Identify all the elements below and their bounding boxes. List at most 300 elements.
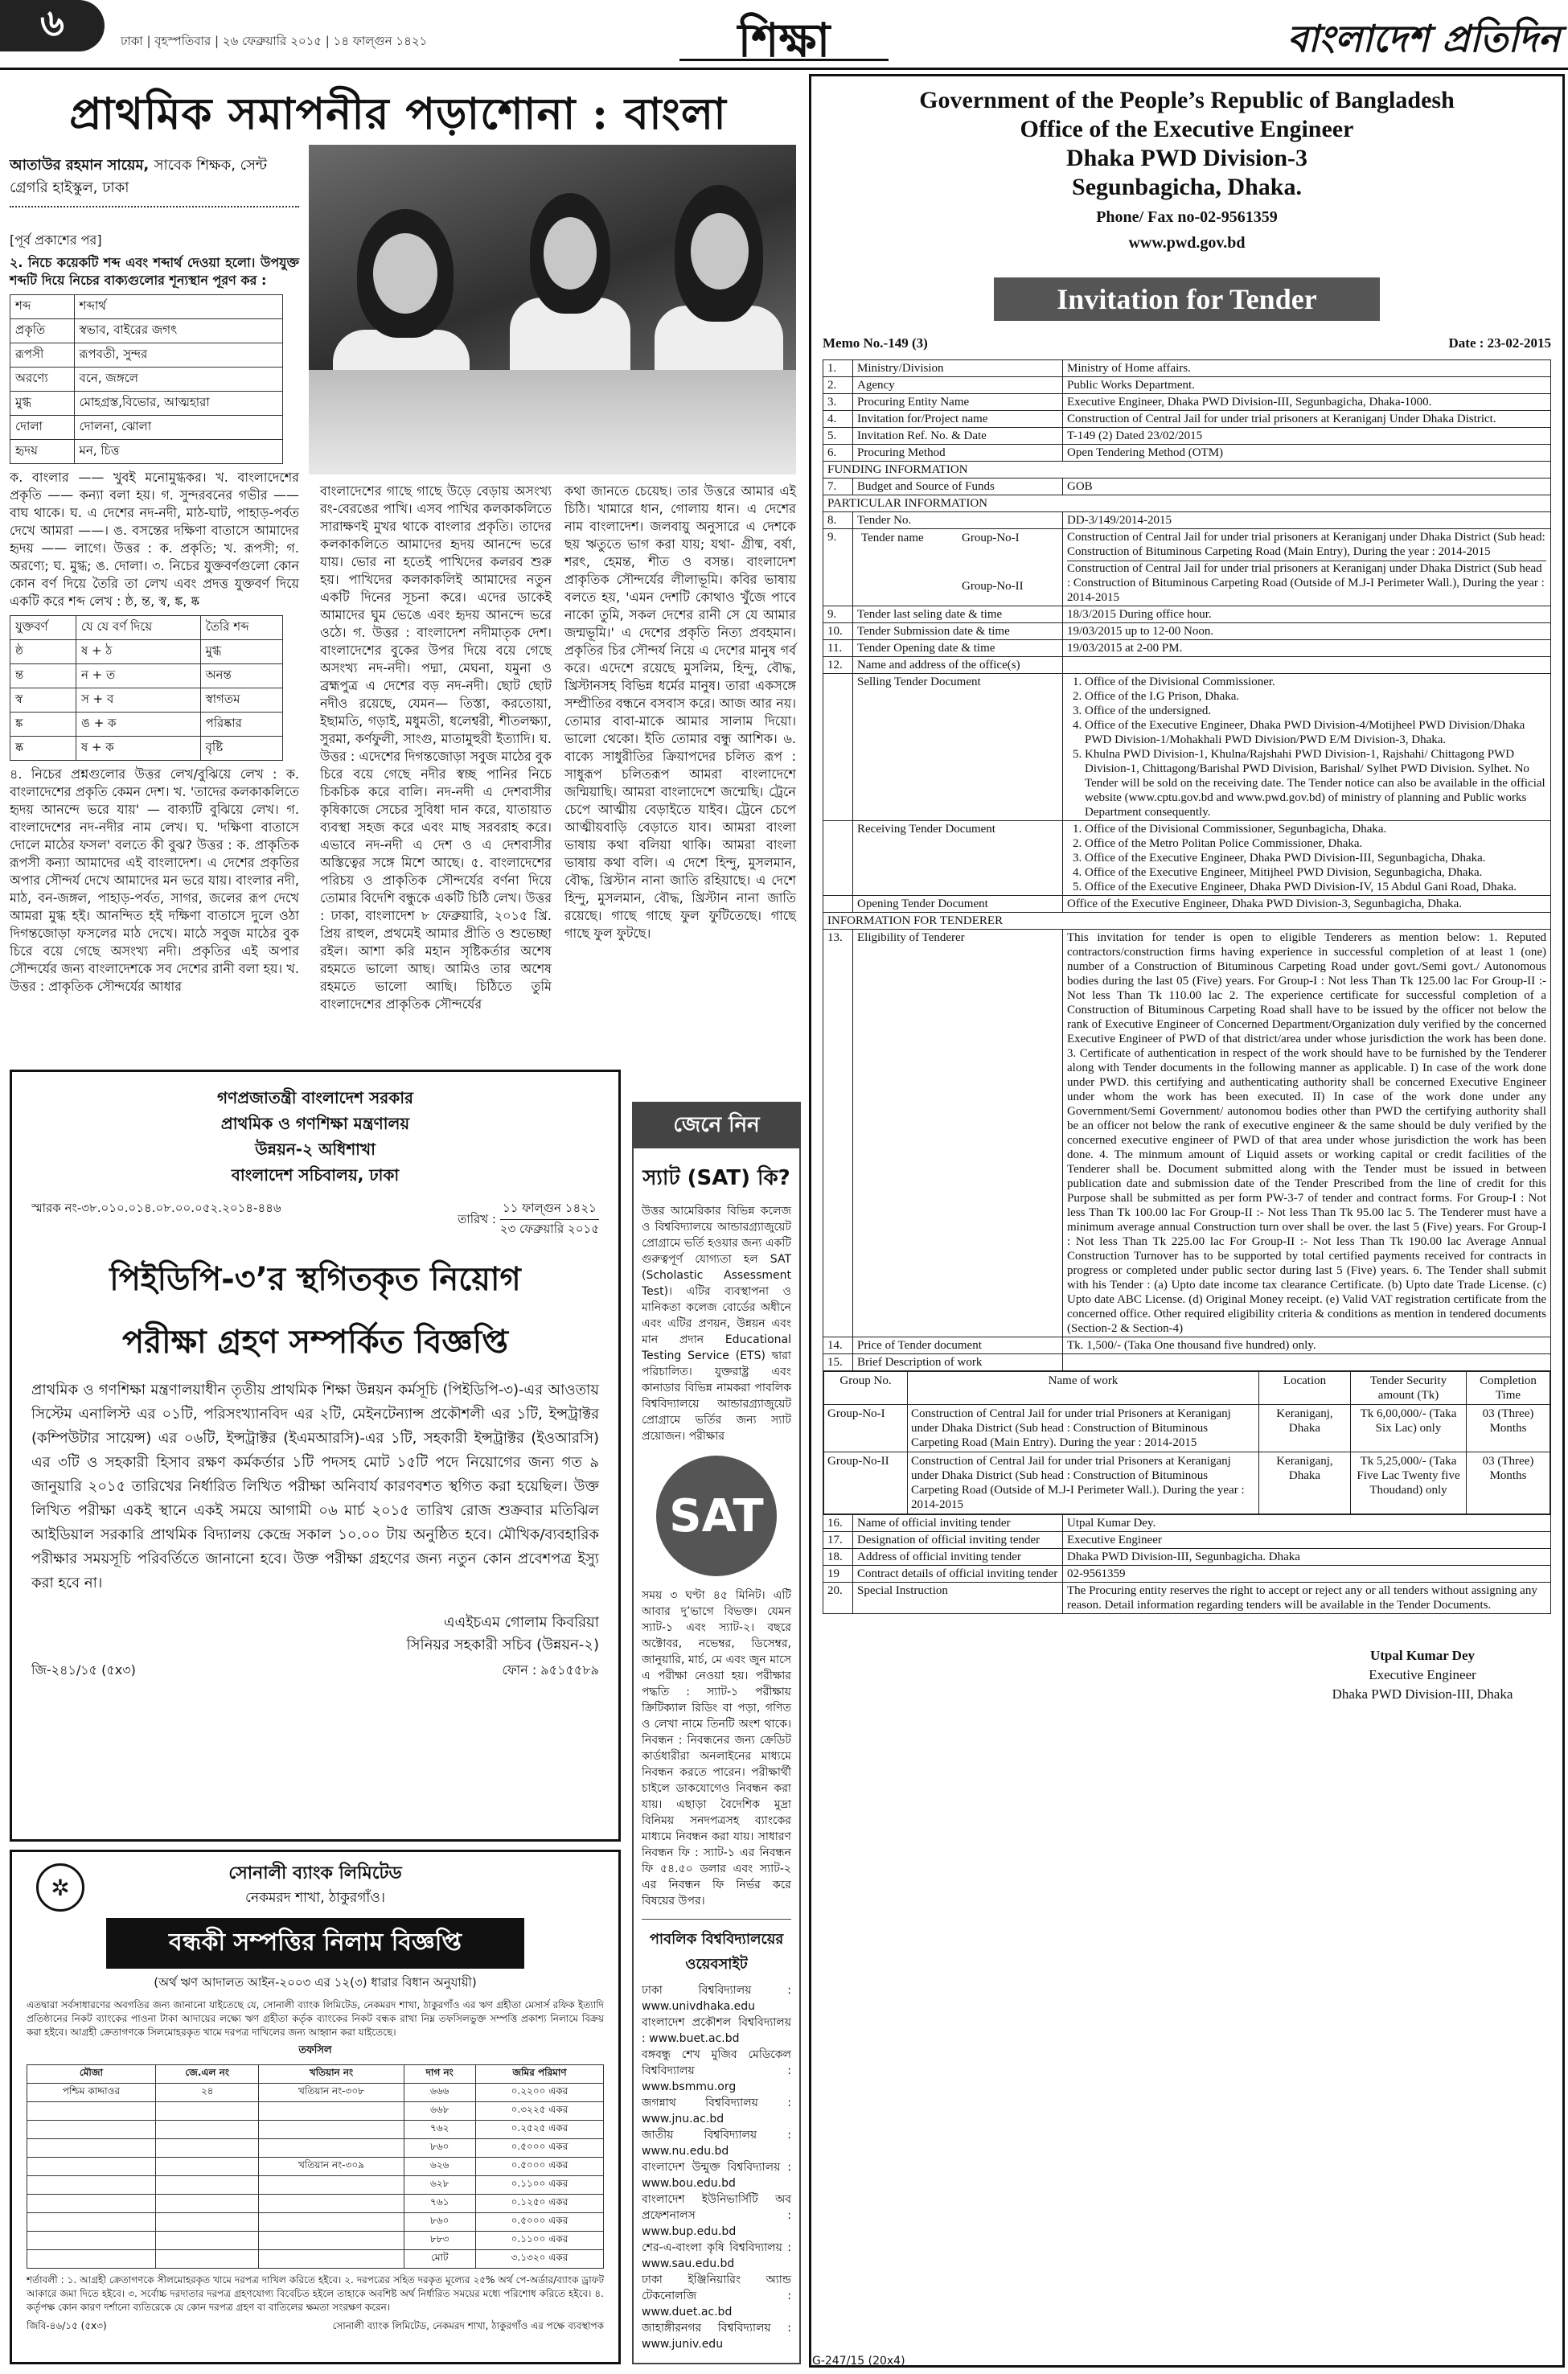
conjunct-table-row [10, 688, 283, 713]
word-table-row [10, 319, 283, 343]
word-table-cell: দোলা [10, 416, 75, 440]
schedule-cell [259, 2102, 404, 2121]
office-list-item: 5. Office of the Executive Engineer, Dhaka PWD Division-IV, 15 Abdul Gani Road, Dhaka. [1085, 880, 1546, 894]
work-cell: Keraniganj, Dhaka [1259, 1452, 1351, 1514]
tender-row-number: 5. [823, 428, 853, 445]
notice-signature [31, 1612, 599, 1657]
tender-row-number: 4. [823, 411, 853, 428]
university-link[interactable]: জাহাঙ্গীরনগর বিশ্ববিদ্যালয় : www.juniv.edu [642, 2322, 791, 2351]
funding-section-label [823, 462, 1551, 478]
office-list-item: 1. Office of the Divisional Commissioner. [1085, 675, 1546, 689]
tender-row-label: Budget and Source of Funds [853, 478, 1063, 495]
schedule-cell: ০.১১০০ একর [475, 2176, 603, 2195]
schedule-row [27, 2158, 604, 2176]
university-link[interactable]: বঙ্গবন্ধু শেখ মুজিব মেডিকেল বিশ্ববিদ্যালয় : www.bsmmu.org [642, 2048, 791, 2093]
tender-row-value: Utpal Kumar Dey. [1063, 1515, 1551, 1532]
conjunct-table-cell: পরিষ্কার [200, 713, 282, 737]
schedule-cell: ৭৬১ [404, 2195, 475, 2213]
tender-row-number: 20. [823, 1583, 853, 1614]
dateline: ঢাকা | বৃহস্পতিবার | ২৬ ফেব্রুয়ারি ২০১৫ | ১৪ ফাল্গুন ১৪২১ [121, 34, 428, 48]
conjunct-table-row [10, 664, 283, 688]
tender-row-value: 18/3/2015 During office hour. [1063, 606, 1551, 623]
tender-row [823, 1515, 1551, 1532]
schedule-cell [259, 2232, 404, 2250]
schedule-title: তফসিল [298, 2044, 332, 2056]
word-meaning-table [10, 294, 283, 464]
tender-row-value: 19/03/2015 up to 12-00 Noon. [1063, 623, 1551, 640]
office-list-item: 1. Office of the Divisional Commissioner, Segunbagicha, Dhaka. [1085, 822, 1546, 836]
tender-row [823, 360, 1551, 377]
signer-role: সিনিয়র সহকারী সচিব (উন্নয়ন-২) [406, 1637, 599, 1653]
word-table-cell: মোহগ্রস্ত,বিভোর, আত্মহারা [74, 392, 282, 416]
schedule-cell [27, 2158, 156, 2176]
word-table-cell: দোলনা, ঝোলা [74, 416, 282, 440]
tender-row [823, 478, 1551, 495]
schedule-cell [27, 2250, 156, 2269]
university-link[interactable]: শের-এ-বাংলা কৃষি বিশ্ববিদ্যালয় : www.sau.edu.bd [642, 2241, 791, 2270]
tender-row-value: Dhaka PWD Division-III, Segunbagicha. Dhaka [1063, 1549, 1551, 1566]
schedule-cell: মোট [404, 2250, 475, 2269]
group-2-label: Group-No-II [962, 580, 1024, 593]
tender-row-number: 12. [823, 657, 853, 674]
newspaper-logo: বাংলাদেশ প্রতিদিন [1287, 17, 1560, 60]
tender-row-label: Invitation Ref. No. & Date [853, 428, 1063, 445]
eligibility-text: This invitation for tender is open to eligible Tenderers as mention below: 1. Reputed contractors/construction firms having experience in successful completion of at least 1 (one) number of a Construction of Bituminous Carpeting Road under govt./Semi govt./ Autonomous bodies during the last 05 (Five) years. For Group-I : Not less Than Tk 125.00 lac For Group-II :- Not less Than Tk 110.00 lac 2. The experience certificate for successful completion of a Construction of Bituminous Carpeting Road shall have to be issued by the officer not below the rank of Executive Engineer of Concerned Department/Organization duly verified by the concerned Executive Engineer of PWD of that district/area under whose jurisdiction the work has been done. 3. Certificate of authentication in respect of the work should have to be furnished by the Tenderer along with Tender documents in the following manner as applicable. I) In case of the work done under PWD. this certifying and authenticating authority shall be concerned Executive Engineer under whom the work has been executed. II) In case of the work done under any Government/Semi Government/ autonomou bodies other than PWD the certifying authority shall be an officer not below the rank of executive engineer & the same should be duly verified by the concerned executive engineer of PWD of that area under whose jurisdiction the work has been done. 4. The minmum amount of Liquid assets or working capital or credit facilities of the Tenderer shall be. Document submitted along with the Tender must be issued in between publication date and submission date of the Tender Prescribed from the line of credit for this Purpose shall be submitted as per form PW-3-7 of tender and contract forms. For Group-I : Not less Than Tk 100.00 lac For Group-II :- Not less Than Tk 95.00 lac 5. The Tenderer must have a minimum average annual Construction turn over shall be over. the last 5 (Five) years. For Group-I : Not less Than Tk 225.00 lac For Group-II :- Not less Than Tk 190.00 lac Average Annual Construction Turnover has to be supported by total certified payments received for contracts in progress or completed under public sector during last 5 (Five) years. 6. The Tender shall submit with his Tender : (a) Upto date income tax clearance Certificate. (b) Upto date Trade License. (c) Upto date ABC License. (d) Original Money receipt. (e) Valid VAT registration certificate from the concerned office. Other required eligibility criteria & conditions as mention in tendered documents (Section-2 & Section-4) [1063, 930, 1551, 1337]
tender-row-number: 6. [823, 445, 853, 462]
work-cell: Group-No-I [824, 1405, 908, 1452]
office-list-item: 5. Khulna PWD Division-1, Khulna/Rajshahi PWD Division-1, Rajshahi/ Chittagong PWD Division-1, Chittagong/Barishal PWD Division, Barishal/ Sylhet PWD Division. Sylhet. No Tender will be sold on the receiving date. The Tender notice can also be available in the official website (www.cptu.gov.bd and www.pwd.gov.bd) of ministry of planning and Public works Department consequently. [1085, 747, 1546, 819]
conjunct-table-cell: ষ + ঠ [76, 640, 200, 664]
tender-memo-line [823, 335, 1551, 351]
bank-auction-notice [10, 1850, 621, 2364]
info-section-label: INFORMATION FOR TENDERER [823, 913, 1551, 930]
sat-question: স্যাট (SAT) কি? [642, 1166, 790, 1190]
conjunct-table-cell: স্ব [10, 688, 76, 713]
tender-row-label: Address of official inviting tender [853, 1549, 1063, 1566]
schedule-cell: ০.৩২২৫ একর [475, 2102, 603, 2121]
page-number: ৬ [0, 0, 105, 51]
students-writing-photo [309, 145, 796, 474]
word-table-row [10, 368, 283, 392]
tender-row-value: Open Tendering Method (OTM) [1063, 445, 1551, 462]
schedule-cell: ৭৬২ [404, 2121, 475, 2139]
conjunct-table-cell: ষ্ক [10, 737, 76, 761]
schedule-cell: ০.৫০০০ একর [475, 2158, 603, 2176]
university-link[interactable]: বাংলাদেশ প্রকৌশল বিশ্ববিদ্যালয় : www.buet.ac.bd [642, 2016, 791, 2045]
work-table-row [823, 1371, 1551, 1515]
tender-gov: Government of the People’s Republic of Bangladesh [919, 87, 1455, 113]
tender-row-label: Tender Opening date & time [853, 640, 1063, 657]
schedule-cell: ৬৬৬ [404, 2084, 475, 2102]
tender-row-value: GOB [1063, 478, 1551, 495]
receiving-offices-row [823, 821, 1551, 896]
group-1-description: Construction of Central Jail for under trial prisoners at Keraniganj under Dhaka District (Sub head: Construction of Bituminous Carpeting Road (Main Entry), During the year : 2014-2015 [1067, 530, 1546, 561]
schedule-row [27, 2213, 604, 2232]
work-table-header-cell: Completion Time [1467, 1372, 1550, 1405]
tender-row [823, 657, 1551, 674]
tender-row-number: 18. [823, 1549, 853, 1566]
notice-title-1: পিইডিপি-৩’র স্থগিতকৃত নিয়োগ [109, 1261, 521, 1298]
word-table-row [10, 392, 283, 416]
tender-row-value: Ministry of Home affairs. [1063, 360, 1551, 377]
tender-memo: Memo No.-149 (3) [823, 335, 928, 351]
conjunct-table-row [10, 640, 283, 664]
work-cell: Tk 6,00,000/- (Taka Six Lac) only [1351, 1405, 1467, 1452]
schedule-cell: ০.৫০০০ একর [475, 2139, 603, 2158]
article-column-2: বাংলাদেশের গাছে গাছে উড়ে বেড়ায় অসংখ্য রং-বেরঙের পাখি। এসব পাখির কলকাকলিতে সারাক্ষণই মুখর থাকে বাংলার প্রকৃতি। তাদের কলকাকলিতে আমাদের হৃদয় আনন্দে ভরে যায়। ভোর না হতেই পাখিদের কলরব শুরু হয়। পাখিদের কলকাকলিই আমাদের নতুন একটি দিনের সূচনা করে। এদের ডাকেই আমাদের ঘুম ভেঙে এবং হৃদয় আনন্দে ভরে ওঠে। গ. উত্তর : বাংলাদেশ নদীমাতৃক দেশ। বাংলাদেশের বুকের উপর দিয়ে বয়ে গেছে অসংখ্য নদ-নদী। পদ্মা, মেঘনা, যমুনা ও ব্রহ্মপুত্র এ দেশের বড় নদ-নদী। ছোট ছোট নদীও রয়েছে, যেমন— তিস্তা, করতোয়া, ইছামতি, গড়াই, মধুমতী, ধলেশ্বরী, শীতলক্ষ্যা, সুরমা, কর্ণফুলী, সাংগু, মাতামুহুরী ইত্যাদি। ঘ. উত্তর : এদেশের দিগন্তজোড়া সবুজ মাঠের বুক চিরে বয়ে গেছে নদীর স্বচ্ছ পানির নিচে চিকচিক করে বালি। নদ-নদী এ দেশবাসীর কৃষিকাজে সেচের সুবিধা দান করে, যাতায়াত ব্যবস্থা সহজ করে এবং মাছ সরবরাহ করে। এভাবে নদ-নদী এ দেশ ও এ দেশবাসীর অস্তিত্বের সঙ্গে মিশে আছে। ৫. বাংলাদেশের পরিচয় ও প্রাকৃতিক সৌন্দর্যের বর্ণনা দিয়ে তোমার বিদেশি বন্ধুকে একটি চিঠি লেখ। উত্তর : ঢাকা, বাংলাদেশ ৮ ফেব্রুয়ারি, ২০১৫ খ্রি. প্রিয় রাহুল, প্রথমেই আমার প্রীতি ও শুভেচ্ছা রইল। আশা করি মহান সৃষ্টিকর্তার অশেষ রহমতে ভালো আছ। আমিও তার অশেষ রহমতে ভালো আছি। চিঠিতে তুমি বাংলাদেশের প্রাকৃতিক সৌন্দর্যের [320, 483, 552, 1012]
schedule-cell [155, 2121, 259, 2139]
tender-row-label: Procuring Entity Name [853, 394, 1063, 411]
bank-name: সোনালী ব্যাংক লিমিটেড [228, 1863, 402, 1883]
gov-line-1: গণপ্রজাতন্ত্রী বাংলাদেশ সরকার [217, 1088, 413, 1107]
word-table-cell: রূপবতী, সুন্দর [74, 343, 282, 368]
tender-name-label: Tender name [861, 532, 924, 544]
tender-place: Segunbagicha, Dhaka. [1072, 174, 1302, 200]
schedule-cell [27, 2213, 156, 2232]
tender-row-number: 11. [823, 640, 853, 657]
tender-row-number [823, 821, 853, 896]
word-table-cell: অরণ্যে [10, 368, 75, 392]
schedule-row [27, 2195, 604, 2213]
schedule-cell [259, 2176, 404, 2195]
conjunct-table-row [10, 713, 283, 737]
word-table-cell: প্রকৃতি [10, 319, 75, 343]
schedule-cell: খতিয়ান নং-৩০৮ [259, 2084, 404, 2102]
work-cell: Group-No-II [824, 1452, 908, 1514]
tender-row [823, 1337, 1551, 1354]
university-link[interactable]: জাতীয় বিশ্ববিদ্যালয় : www.nu.edu.bd [642, 2129, 791, 2158]
schedule-row [27, 2176, 604, 2195]
selling-offices-row [823, 674, 1551, 821]
work-cell: Tk 5,25,000/- (Taka Five Lac Twenty five Thoudand) only [1351, 1452, 1467, 1514]
notice-footer [31, 1660, 599, 1682]
conjunct-table-header: যুক্তবর্ণ [10, 616, 76, 640]
schedule-cell: ৬৬৮ [404, 2102, 475, 2121]
schedule-cell: খতিয়ান নং-৩০৯ [259, 2158, 404, 2176]
info-section-label [823, 913, 1551, 930]
conjunct-table-row [10, 737, 283, 761]
tender-row-value: 19/03/2015 at 2-00 PM. [1063, 640, 1551, 657]
word-table-cell: মন, চিত্ত [74, 440, 282, 464]
tender-row-label: Name and address of the office(s) [853, 657, 1063, 674]
word-table-row [10, 416, 283, 440]
schedule-header: মৌজা [27, 2065, 156, 2084]
auction-subtitle: (অর্থ ঋণ আদালত আইন-২০০৩ এর ১২(৩) ধারার বিধান অনুযায়ী) [154, 1975, 477, 1990]
work-description-cell [823, 1371, 1551, 1515]
schedule-cell: পশ্চিম কাদ্দাওর [27, 2084, 156, 2102]
memo-date [458, 1199, 599, 1240]
sat-header: জেনে নিন [634, 1103, 799, 1148]
schedule-cell [27, 2195, 156, 2213]
tender-signer-office: Dhaka PWD Division-III, Dhaka [1332, 1686, 1513, 1702]
section-title: শিক্ষা [679, 5, 889, 61]
tender-row-number: 7. [823, 478, 853, 495]
tender-row-number [823, 674, 853, 821]
tender-row-number: 16. [823, 1515, 853, 1532]
tender-row-value: DD-3/149/2014-2015 [1063, 512, 1551, 529]
gov-line-3: উন্নয়ন-২ অধিশাখা [255, 1140, 376, 1159]
schedule-header: জে.এল নং [155, 2065, 259, 2084]
sat-info-sidebar [632, 1102, 801, 2364]
tender-row-value: Construction of Central Jail for under trial prisoners at Keraniganj Under Dhaka District. [1063, 411, 1551, 428]
schedule-row [27, 2139, 604, 2158]
tender-row-value [1063, 657, 1551, 674]
auction-title: বন্ধকী সম্পত্তির নিলাম বিজ্ঞপ্তি [106, 1918, 524, 1969]
office-list-item: 4. Office of the Executive Engineer, Dhaka PWD Division-4/Motijheel PWD Division/Dhaka PWD Division-1/Mohakhali PWD Division/PWD E/M Division-3, Dhaka. [1085, 718, 1546, 747]
conjunct-letter-table [10, 615, 283, 761]
conjunct-table-cell: ন্ত [10, 664, 76, 688]
office-list-item: 2. Office of the I.G Prison, Dhaka. [1085, 689, 1546, 704]
office-list-item: 3. Office of the undersigned. [1085, 704, 1546, 718]
notice-title-2: পরীক্ষা গ্রহণ সম্পর্কিত বিজ্ঞপ্তি [121, 1324, 509, 1361]
work-cell: Construction of Central Jail for under trial Prisoners at Keraniganj under Dhaka District (Sub head : Construction of Bituminous Carpeting Road (Main Entry). During the year : 2014-2015 [908, 1405, 1259, 1452]
sat-logo: SAT [656, 1456, 777, 1576]
schedule-cell: ৮৬০ [404, 2213, 475, 2232]
schedule-row [27, 2084, 604, 2102]
particular-section-label [823, 495, 1551, 512]
schedule-cell [259, 2121, 404, 2139]
tender-row-value: Executive Engineer, Dhaka PWD Division-III, Segunbagicha, Dhaka-1000. [1063, 394, 1551, 411]
tender-phone: Phone/ Fax no-02-9561359 [1096, 208, 1278, 226]
conjunct-table-cell: ষ্ঠ [10, 640, 76, 664]
tender-row [823, 1583, 1551, 1614]
tender-notice [809, 74, 1565, 2368]
conjunct-table-cell: বৃষ্টি [200, 737, 282, 761]
work-table-header [824, 1372, 1550, 1405]
tender-signer-title: Executive Engineer [1369, 1667, 1476, 1682]
article-text-2: ৪. নিচের প্রশ্নগুলোর উত্তর লেখ/বুঝিয়ে লেখ : ক. বাংলাদেশের প্রকৃতি কেমন দেশ। খ. 'তাদের কলকাকলিতে হৃদয় আনন্দে ভরে যায়' — বাক্যটি বুঝিয়ে লেখ। গ. বাংলাদেশের নদ-নদীর নাম লেখ। ঘ. 'দক্ষিণা বাতাসে দোলে মাঠের ফসল' বলতে কী বুঝ? উত্তর : ক. প্রাকৃতিক রূপসী কন্যা আমাদের এই বাংলাদেশ। এ দেশের প্রকৃতির অপার সৌন্দর্য দেখে আমাদের মন ভরে যায়। বাংলার নদী, মাঠ, বন-জঙ্গল, পাহাড়-পর্বত, সাগর, জলের রূপ দেখে আমরা মুগ্ধ হই। আনন্দিত হই দক্ষিণা বাতাসে দুলে ওঠা দিগন্তজোড়া ফসলের মাঠ দেখে। মাঠে সবুজ মাঠের বুক চিরে বয়ে গেছে অসংখ্য নদী। প্রকৃতির এই অপার সৌন্দর্যের জন্য বাংলাদেশকে সব দেশের রানী বলা হয়। খ. উত্তর : প্রাকৃতিক সৌন্দর্যের আধার [10, 766, 299, 994]
tender-row [823, 512, 1551, 529]
word-table-cell: রূপসী [10, 343, 75, 368]
schedule-cell [27, 2232, 156, 2250]
ad-code: G-247/15 (20x4) [812, 2355, 905, 2368]
eligibility-row [823, 930, 1551, 1337]
work-table-header-cell: Name of work [908, 1372, 1259, 1405]
work-table [823, 1371, 1550, 1514]
schedule-cell: ০.১২৫০ একর [475, 2195, 603, 2213]
conjunct-table-cell: স্বাগতম [200, 688, 282, 713]
particular-section-label: PARTICULAR INFORMATION [823, 495, 1551, 512]
tender-row-label: Tender last seling date & time [853, 606, 1063, 623]
tender-name-row [823, 529, 1551, 606]
recruitment-exam-notice [10, 1070, 621, 1842]
tender-signer-name: Utpal Kumar Dey [1369, 1648, 1475, 1663]
schedule-cell [155, 2232, 259, 2250]
tender-division: Dhaka PWD Division-3 [1065, 145, 1308, 171]
schedule-cell: ৮৬০ [404, 2139, 475, 2158]
schedule-cell [27, 2176, 156, 2195]
office-list-item: 4. Office of the Executive Engineer, Mitijheel PWD Division, Segunbagicha, Dhaka. [1085, 865, 1546, 880]
tender-row-number: 19 [823, 1566, 853, 1583]
gov-line-2: প্রাথমিক ও গণশিক্ষা মন্ত্রণালয় [220, 1114, 410, 1133]
tender-row [823, 606, 1551, 623]
work-row [824, 1405, 1550, 1452]
word-table-row [10, 343, 283, 368]
schedule-cell [155, 2213, 259, 2232]
office-list [1063, 821, 1551, 896]
tender-website: www.pwd.gov.bd [1128, 234, 1246, 252]
notice-body: প্রাথমিক ও গণশিক্ষা মন্ত্রণালয়াধীন তৃতীয় প্রাথমিক শিক্ষা উন্নয়ন কর্মসূচি (পিইডিপি-৩)-এর আওতায় সিস্টেম এনালিস্ট এর ০১টি, পরিসংখ্যানবিদ এর ২টি, মেইনটেন্যান্স প্রকৌশলী এর ১টি, ইন্সট্রাক্টর (কম্পিউটার সায়েন্স) এর ০৬টি, ইন্সট্রাক্টর (ইএমআরসি)-এর ১টি, সহকারী ইন্সট্রাক্টর (ইওআরসি) এর ৩টি ও সহকারী হিসাব রক্ষণ কর্মকর্তার ১টি পদসহ মোট ১৫টি পদে নিয়োগের জন্য গত ৯ জানুয়ারি ২০১৫ তারিখের নির্ধারিত লিখিত পরীক্ষা অনিবার্য কারণবশত স্থগিত করা হয়েছিল। উক্ত লিখিত পরীক্ষা একই স্থানে একই সময়ে আগামী ০৬ মার্চ ২০১৫ তারিখ রোজ শুক্রবার মতিঝিল আইডিয়াল সরকারি প্রাথমিক বিদ্যালয় কেন্দ্রে সকাল ১০.০০ টায় অনুষ্ঠিত হবে। মৌখিক/ব্যবহারিক পরীক্ষার সময়সূচি পরিবর্তিতে জানানো হবে। উক্ত পরীক্ষা গ্রহণের জন্য নতুন কোন প্রবেশপত্র ইস্যু করা হবে না। [31, 1382, 599, 1592]
bank-branch: নেকমরদ শাখা, ঠাকুরগাঁও। [245, 1890, 385, 1906]
tender-row-number [823, 896, 853, 913]
byline-divider [10, 206, 299, 207]
conjunct-table-cell: স + ব [76, 688, 200, 713]
tender-row [823, 394, 1551, 411]
tender-row-value: The Procuring entity reserves the right to accept or reject any or all tenders without assigning any reason. Detail information regarding tenders will be available in the Tender Documents. [1063, 1583, 1551, 1614]
word-table-cell: স্বভাব, বাইরের জগৎ [74, 319, 282, 343]
tender-row-label: Invitation for/Project name [853, 411, 1063, 428]
word-table-cell: বনে, জঙ্গলে [74, 368, 282, 392]
opening-office-row [823, 896, 1551, 913]
tender-row-number: 1. [823, 360, 853, 377]
conjunct-table-cell: ন + ত [76, 664, 200, 688]
schedule-cell: ৬২৬ [404, 2158, 475, 2176]
question-2: ২. নিচে কয়েকটি শব্দ এবং শব্দার্থ দেওয়া হলো। উপযুক্ত শব্দটি দিয়ে নিচের বাক্যগুলোর শূন্যস্থান পূরণ কর : [10, 255, 299, 288]
schedule-cell: ৩.১৩২০ একর [475, 2250, 603, 2269]
schedule-cell: ৬২৮ [404, 2176, 475, 2195]
notice-phone: ফোন : ৯৫১৫৫৮৯ [502, 1662, 599, 1678]
tender-row-number: 2. [823, 377, 853, 394]
date-label: তারিখ : [458, 1212, 496, 1226]
tender-row [823, 1549, 1551, 1566]
tender-row-number: 17. [823, 1532, 853, 1549]
tender-signature [823, 1646, 1551, 1704]
work-cell: Keraniganj, Dhaka [1259, 1405, 1351, 1452]
author-name: আতাউর রহমান সায়েম, [10, 157, 150, 174]
invitation-banner: Invitation for Tender [994, 277, 1380, 321]
tender-date: Date : 23-02-2015 [1448, 335, 1551, 351]
schedule-cell [259, 2139, 404, 2158]
work-table-header-cell: Group No. [824, 1372, 908, 1405]
schedule-cell [155, 2102, 259, 2121]
auction-text: এতদ্বারা সর্বসাধারণের অবগতির জন্য জানানো যাইতেছে যে, সোনালী ব্যাংক লিমিটেড, নেকমরদ শাখা, ঠাকুরগাঁও এর ঋণ গ্রহীতা মেসার্স রফিক ইত্যাদি প্রতিষ্ঠানের নিকট ব্যাংকের পাওনা টাকা আদায়ের লক্ষ্যে ঋণ গ্রহীতা কর্তৃক ব্যাংকের নিকট বন্ধক রাখা নিম্ন তফসিলভুক্ত সম্পত্তি প্রকাশ্য নিলামে বিক্রয় করা হইবে। আগ্রহী ক্রেতাগণকে সিলমোহরকৃত খামে দরপত্র দাখিলের জন্য আহ্বান করা যাইতেছে। [27, 1999, 604, 2038]
tender-name-values [1063, 529, 1551, 606]
bank-sign: সোনালী ব্যাংক লিমিটেড, নেকমরদ শাখা, ঠাকুরগাঁও এর পক্ষে ব্যবস্থাপক [332, 2320, 604, 2331]
tender-row [823, 623, 1551, 640]
word-table-header: শব্দার্থ [74, 295, 282, 319]
byline [10, 154, 299, 199]
schedule-row [27, 2121, 604, 2139]
schedule-header: খতিয়ান নং [259, 2065, 404, 2084]
schedule-cell [27, 2139, 156, 2158]
tender-row-number: 9. [823, 606, 853, 623]
schedule-cell [155, 2250, 259, 2269]
tender-row-value [1063, 1354, 1551, 1371]
group-1-label: Group-No-I [962, 532, 1020, 544]
date-bengali: ১১ ফাল্গুন ১৪২১ [500, 1199, 599, 1220]
tender-row-label: Name of official inviting tender [853, 1515, 1063, 1532]
bank-ref: জিবি-৪৬/১৫ (৫x৩) [27, 2320, 107, 2331]
word-table-header: শব্দ [10, 295, 75, 319]
tender-row-value: Tk. 1,500/- (Taka One thousand five hundred) only. [1063, 1337, 1551, 1354]
conjunct-table-cell: ঙ্ক [10, 713, 76, 737]
article-column-1 [10, 232, 299, 996]
auction-terms: শর্তাবলী : ১. আগ্রহী ক্রেতাগণকে সীলমোহরকৃত খামে দরপত্র দাখিল করিতে হইবে। ২. দরপত্রের সহিত দরকৃত মূল্যের ২৫% অর্থ পে-অর্ডার/ব্যাংক ড্রাফট আকারে জমা দিতে হইবে। ৩. সর্বোচ্চ দরদাতার দরপত্র গ্রহণযোগ্য বিবেচিত হইলে তাহাকে অবশিষ্ট অর্থ নির্ধারিত সময়ের মধ্যে পরিশোধ করিতে হইবে। ৪. কর্তৃপক্ষ কোন কারণ দর্শানো ব্যতিরেকে যে কোন দরপত্র গ্রহণ বা বাতিলের ক্ষমতা সংরক্ষণ করেন। [27, 2274, 604, 2313]
schedule-cell [27, 2121, 156, 2139]
schedule-cell [155, 2139, 259, 2158]
memo-number: স্মারক নং-৩৮.০১০.০১৪.০৮.০০.০৫২.২০১৪-৪৪৬ [31, 1201, 281, 1215]
tender-row-value: Public Works Department. [1063, 377, 1551, 394]
tender-office: Office of the Executive Engineer [1020, 116, 1354, 142]
schedule-header: জমির পরিমাণ [475, 2065, 603, 2084]
tender-row [823, 411, 1551, 428]
schedule-cell: ০.২৫২৫ একর [475, 2121, 603, 2139]
conjunct-table-header: তৈরি শব্দ [200, 616, 282, 640]
tender-name-label-cell [853, 529, 1063, 606]
tender-row-label: Designation of official inviting tender [853, 1532, 1063, 1549]
tender-row-label: Opening Tender Document [853, 896, 1063, 913]
university-link[interactable]: বাংলাদেশ ইউনিভার্সিটি অব প্রফেশনালস : www.bup.edu.bd [642, 2193, 791, 2238]
university-link[interactable]: ঢাকা ইঞ্জিনিয়ারিং অ্যান্ড টেকনোলজি : www.duet.ac.bd [642, 2273, 791, 2319]
bank-footer [27, 2319, 604, 2335]
university-link[interactable]: বাংলাদেশ উন্মুক্ত বিশ্ববিদ্যালয় : www.bou.edu.bd [642, 2161, 791, 2190]
tender-row-number: 10. [823, 623, 853, 640]
tender-row-label: Price of Tender document [853, 1337, 1063, 1354]
tender-row-value: Executive Engineer [1063, 1532, 1551, 1549]
tender-row-label: Agency [853, 377, 1063, 394]
sat-text-2: সময় ৩ ঘণ্টা ৪৫ মিনিট। এটি আবার দু’ভাগে বিভক্ত। যেমন স্যাট-১ এবং স্যাট-২। বছরে অক্টোবর, নভেম্বর, ডিসেম্বর, জানুয়ারি, মার্চ, মে এবং জুন মাসে এ পরীক্ষা নেওয়া হয়। পরীক্ষার পদ্ধতি : স্যাট-১ পরীক্ষায় ক্রিটিক্যাল রিডিং বা পড়া, গণিত ও লেখা নামে তিনটি অংশ থাকে। নিবন্ধন : নিবন্ধনের জন্য ক্রেডিট কার্ডধারীরা অনলাইনের মাধ্যমে নিবন্ধন করতে পারেন। পরীক্ষার্থী চাইলে ডাকযোগেও নিবন্ধন করা যায়। এছাড়া বৈদেশিক মুদ্রা বিনিময় সনদপত্রসহ ব্যাংকের মাধ্যমে নিবন্ধন করা যায়। সাধারণ নিবন্ধন ফি : স্যাট-১ এর নিবন্ধন ফি ৫৪.৫০ ডলার এবং স্যাট-২ এর নিবন্ধন ফি নির্ভর করে বিষয়ের উপর। [642, 1589, 791, 1908]
article-text-1: ক. বাংলার —— খুবই মনোমুগ্ধকর। খ. বাংলাদেশের প্রকৃতি —— কন্যা বলা হয়। গ. সুন্দরবনের গভীর —— বাঘ থাকে। ঘ. এ দেশের নদ-নদী, মাঠ-ঘাট, পাহাড়-পর্বত দেখে আমরা ——। ঙ. বসন্তের দক্ষিণা বাতাসে আমাদের হৃদয় —— লাগে। উত্তর : ক. প্রকৃতি; খ. রূপসী; গ. অরণ্যে; ঘ. মুগ্ধ; ঙ. দোলা। ৩. নিচের যুক্তবর্ণগুলো কোন কোন বর্ণ দিয়ে তৈরি তা লেখ এবং প্রদত্ত যুক্তবর্ণ দিয়ে একটি করে শব্দ লেখ : ষ্ঠ, ন্ত, স্ব, ঙ্ক, ষ্ক [10, 470, 299, 609]
tender-details-table [823, 359, 1551, 1614]
word-table-cell: মুগ্ধ [10, 392, 75, 416]
schedule-cell: ০.৫০০০ একর [475, 2213, 603, 2232]
property-schedule-table [27, 2064, 604, 2269]
word-table-cell: হৃদয় [10, 440, 75, 464]
office-list-item: 3. Office of the Executive Engineer, Dhaka PWD Division-III, Segunbagicha, Dhaka. [1085, 851, 1546, 865]
tender-row-label: Selling Tender Document [853, 674, 1063, 821]
schedule-cell [259, 2250, 404, 2269]
work-cell: 03 (Three) Months [1467, 1405, 1550, 1452]
tender-row-label: Receiving Tender Document [853, 821, 1063, 896]
tender-row-number: 13. [823, 930, 853, 1337]
office-list-item: 2. Office of the Metro Politan Police Commissioner, Dhaka. [1085, 836, 1546, 851]
tender-row-value: 02-9561359 [1063, 1566, 1551, 1583]
work-cell: 03 (Three) Months [1467, 1452, 1550, 1514]
bank-logo-icon: ✲ [36, 1863, 84, 1912]
masthead-rule [0, 68, 1568, 70]
schedule-cell: ২৪ [155, 2084, 259, 2102]
tender-row-label: Tender No. [853, 512, 1063, 529]
conjunct-table-cell: ষ + ক [76, 737, 200, 761]
funding-section-label: FUNDING INFORMATION [823, 462, 1551, 478]
university-link[interactable]: ঢাকা বিশ্ববিদ্যালয় : www.univdhaka.edu [642, 1984, 791, 2013]
conjunct-table-cell: অনন্ত [200, 664, 282, 688]
tender-row-label: Ministry/Division [853, 360, 1063, 377]
tender-row [823, 1532, 1551, 1549]
university-link[interactable]: জগন্নাথ বিশ্ববিদ্যালয় : www.jnu.ac.bd [642, 2097, 791, 2126]
schedule-cell [27, 2102, 156, 2121]
university-websites-header: পাবলিক বিশ্ববিদ্যালয়ের ওয়েবসাইট [642, 1919, 791, 1978]
tender-row-label: Tender Submission date & time [853, 623, 1063, 640]
tender-row-label: Brief Description of work [853, 1354, 1063, 1371]
date-gregorian: ২৩ ফেব্রুয়ারি ২০১৫ [499, 1222, 599, 1236]
schedule-cell [155, 2158, 259, 2176]
schedule-cell: ৮৮৩ [404, 2232, 475, 2250]
schedule-cell [259, 2213, 404, 2232]
tender-row [823, 445, 1551, 462]
schedule-cell [259, 2195, 404, 2213]
tender-row-label: Procuring Method [853, 445, 1063, 462]
article-column-3: কথা জানতে চেয়েছ। তার উত্তরে আমার এই চিঠি। খামারে ধান, গোলায় ধান। এ দেশের নাম বাংলাদেশ। জলবায়ু অনুসারে এ দেশকে ছয় ঋতুতে ভাগ করা যায়; যথা- গ্রীষ্ম, বর্ষা, শরৎ, হেমন্ত, শীত ও বসন্ত। বাংলাদেশ প্রাকৃতিক সৌন্দর্যের লীলাভূমি। কবির ভাষায় বলতে হয়, 'এমন দেশটি কোথাও খুঁজে পাবে নাকো তুমি, সকল দেশের রানী সে যে আমার জন্মভূমি।' এ দেশের প্রকৃতি নিত্য প্রবহমান। প্রকৃতির চির সৌন্দর্য নিয়ে এ দেশের মানুষ গর্ব করে। এদেশে রয়েছে মুসলিম, হিন্দু, বৌদ্ধ, খ্রিস্টানসহ বিভিন্ন ধর্মের মানুষ। তারা একসঙ্গে সম্প্রীতির বন্ধনে বসবাস করে। আজ আর নয়। তোমার বাবা-মাকে আমার সালাম দিয়ো। ভালো থেকো। ইতি তোমার বন্ধু আশিক। ৬. বাক্যে সাধুরীতির ক্রিয়াপদের চলিত রূপ : সাধুরূপ চলিতরূপ আমরা বাংলাদেশে জন্মিয়াছি। আমরা বাংলাদেশে জন্মেছি। ট্রেনে চেপে আত্মীয় বেড়াইতে যাইব। ট্রেনে চেপে আত্মীয়বাড়ি বেড়াতে যাব। আমরা বাংলা ভাষায় কথা বলিয়া থাকি। আমরা বাংলা ভাষায় কথা বলি। এ দেশে হিন্দু, মুসলমান, বৌদ্ধ, খ্রিস্টান নানা জাতি রহিয়াছে। এ দেশে হিন্দু, মুসলমান, বৌদ্ধ, খ্রিস্টান নানা জাতি রয়েছে। গাছে গাছে ফুল ফুটিতেছে। গাছে গাছে ফুল ফুটছে। [564, 483, 796, 941]
sat-text-1: উত্তর আমেরিকার বিভিন্ন কলেজ ও বিশ্ববিদ্যালয়ে আন্ডারগ্র্যাজুয়েট প্রোগ্রামে ভর্তি হওয়ার জন্য একটি গুরুত্বপূর্ণ যোগ্যতা হল SAT (Scholastic Assessment Test)। এটির ব্যবস্থাপনা ও মানিকতা কলেজ বোর্ডের অধীনে এবং এটির প্রণয়ন, উন্নয়ন এবং মান প্রদান Educational Testing Service (ETS) দ্বারা পরিচালিত। যুক্তরাষ্ট্র এবং কানাডার বিভিন্ন নামকরা পাবলিক বিশ্ববিদ্যালয়ে আন্ডারগ্র্যাজুয়েট প্রোগ্রামে ভর্তির জন্য স্যাট প্রয়োজন। পরীক্ষার [642, 1205, 791, 1443]
office-list [1063, 674, 1551, 821]
tender-row-number: 3. [823, 394, 853, 411]
tender-row-number: 8. [823, 512, 853, 529]
schedule-row [27, 2102, 604, 2121]
tender-row [823, 640, 1551, 657]
tender-row-label: Contract details of official inviting tender [853, 1566, 1063, 1583]
gov-line-4: বাংলাদেশ সচিবালয়, ঢাকা [231, 1165, 400, 1185]
